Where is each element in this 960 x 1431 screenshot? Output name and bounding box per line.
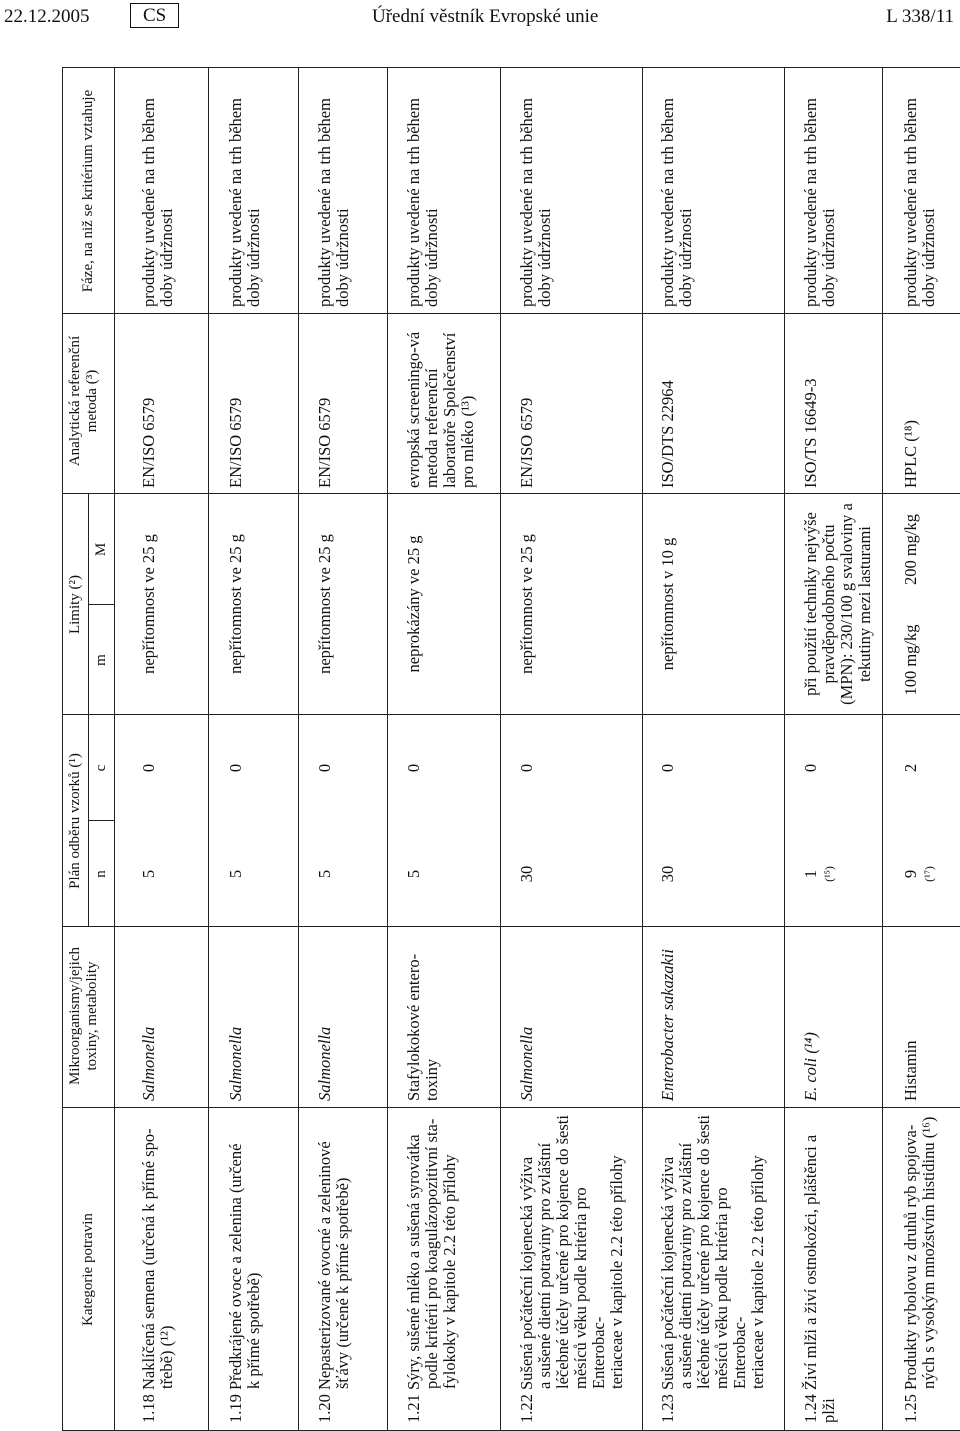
row-number: 1.23 [658,1390,677,1423]
col-header-category: Kategorie potravin [80,1213,96,1326]
method-cell: evropská screeningo-vá metoda referenční laboratoře Společenství pro mléko (¹³) [404,331,477,488]
category-cell [802,1111,838,1423]
row-number: 1.24 [801,1390,820,1423]
subheader-rule [88,494,89,927]
limit-cell: nepřítomnost ve 25 g [517,534,536,674]
category-text-line: léčebné účely určené pro kojence do šesti [553,1115,572,1389]
microorganism-cell: Salmonella [139,1026,158,1101]
sample-c-cell: 0 [226,763,245,773]
col-rule-stage [62,313,960,314]
method-cell: HPLC (¹⁸) [901,420,920,488]
row-separator [298,68,299,1431]
col-header-method: Analytická referenční metoda (³) [67,335,100,467]
category-text-line: a sušené dietní potraviny pro zvláštní [676,1142,695,1389]
method-cell: EN/ISO 6579 [517,397,536,488]
row-number: 1.20 [315,1390,334,1423]
journal-header [0,0,960,36]
sample-n-cell: 5 [139,869,158,879]
row-separator [882,68,883,1431]
category-text: Sušená počáteční kojenecká výživa [517,1156,536,1390]
category-text: Živí mlži a živí ostnokožci, pláštěnci a plži [801,1134,838,1423]
sample-n-cell: 5 [404,869,423,879]
category-cell [518,1111,626,1423]
limit-cell: nepřítomnost ve 25 g [315,534,334,674]
category-text-line: třebě) (¹²) [157,1325,176,1389]
category-text-line: a sušené dietní potraviny pro zvláštní [535,1142,554,1389]
journal-title: Úřední věstník Evropské unie [372,6,599,27]
limit-cell: neprokázány ve 25 g [404,535,423,673]
category-text: Naklíčená semena (určená k přímé spo- [139,1128,158,1390]
stage-cell: produkty uvedené na trh během doby údržnosti [901,98,938,307]
row-number: 1.25 [901,1390,920,1423]
category-text: Předkrájené ovoce a zelenina (určené [226,1143,245,1390]
row-number: 1.19 [226,1390,245,1423]
sample-n-cell: 9 (¹⁷) [902,821,938,927]
category-text-line: fylokoky v kapitole 2.2 této přílohy [440,1154,459,1389]
col-header-limits: Limity (²) [67,574,83,635]
category-text-line: podle kritérií pro koagulázopozitivní sta- [422,1118,441,1389]
stage-cell: produkty uvedené na trh během doby údržnosti [139,98,176,307]
microorganism-cell: E. coli (¹⁴) [801,1032,820,1101]
category-cell [316,1111,352,1423]
page-reference: L 338/11 [886,6,954,27]
stage-cell: produkty uvedené na trh během doby údržnosti [226,98,263,307]
header-bottom-rule [114,68,115,1431]
col-rule-micro [62,1107,960,1108]
table-right-rule [62,67,960,68]
category-text: Sýry, sušené mléko a sušená syrovátka [404,1134,423,1390]
sample-c-cell: 0 [801,763,820,773]
method-cell: EN/ISO 6579 [139,397,158,488]
stage-cell: produkty uvedené na trh během doby údržnosti [404,98,441,307]
category-text: Nepasterizované ovocné a zeleninové [315,1141,334,1390]
row-number: 1.21 [404,1390,423,1423]
col-rule-limits [62,714,960,715]
stage-cell: produkty uvedené na trh během doby údržnosti [801,98,838,307]
category-cell [227,1111,263,1423]
sample-n-cell: 30 [517,865,536,883]
limit-cell: při použití techniky nejvýše pravděpodobného počtu (MPN): 230/100 g svaloviny a tekutiny mezi lasturami [801,503,874,705]
category-cell [902,1111,938,1423]
row-separator [642,68,643,1431]
sample-c-cell: 0 [404,763,423,773]
row-separator [208,68,209,1431]
publication-date: 22.12.2005 [4,6,90,27]
category-cell [405,1111,459,1423]
microorganism-cell: Histamin [901,1040,920,1101]
col-rule-method [62,493,960,494]
sample-n-cell: 1 (¹⁵) [802,821,838,927]
category-text: Sušená počáteční kojenecká výživa [658,1156,677,1390]
category-text-line: měsíců věku podle kritéria pro Enterobac- [571,1187,608,1389]
col-header-micro: Mikroorganismy/jejich toxiny, metabolity [67,946,100,1086]
row-separator [500,68,501,1431]
category-text-line: teriaceae v kapitole 2.2 této přílohy [748,1155,767,1389]
category-text: Produkty rybolovu z druhů ryb spojova- [901,1124,920,1390]
stage-cell: produkty uvedené na trh během doby údržnosti [315,98,352,307]
sample-n-cell: 5 [315,869,334,879]
category-text-line: měsíců věku podle kritéria pro Enterobac- [712,1187,749,1389]
col-header-plan: Plán odběru vzorků (¹) [67,753,83,889]
limit-m-cell: 100 mg/kg [901,624,920,696]
sample-n-footnote: (¹⁷) [922,866,936,882]
method-cell: ISO/TS 16649-3 [801,378,820,488]
row-separator [387,68,388,1431]
microorganism-cell: Enterobacter sakazakii [658,949,677,1101]
col-header-M: M [93,542,109,557]
sample-c-cell: 0 [315,763,334,773]
row-number: 1.18 [139,1390,158,1423]
microorganism-cell: Stafylokokové entero- toxiny [404,953,441,1101]
col-header-c: c [93,764,109,772]
category-text-line: ných s vysokým množstvím histidinu (¹⁶) [919,1116,938,1389]
sample-c-cell: 2 [901,763,920,773]
stage-cell: produkty uvedené na trh během doby údržnosti [658,98,695,307]
microorganism-cell: Salmonella [517,1026,536,1101]
col-header-stage: Fáze, na niž se kritérium vztahuje [80,89,96,293]
limit-cell: nepřítomnost v 10 g [658,537,677,671]
stage-cell: produkty uvedené na trh během doby údržnosti [517,98,554,307]
category-cell [140,1111,176,1423]
category-text-line: léčebné účely určené pro kojence do šesti [694,1115,713,1389]
method-cell: ISO/DTS 22964 [658,380,677,488]
limit-cell: nepřítomnost ve 25 g [139,534,158,674]
method-cell: EN/ISO 6579 [226,397,245,488]
sample-c-cell: 0 [139,763,158,773]
limit-cell: nepřítomnost ve 25 g [226,534,245,674]
col-header-n: n [93,870,109,878]
category-text-line: k přímé spotřebě) [244,1272,263,1389]
table-top-rule [62,68,63,1431]
sample-n-cell: 30 [658,865,677,883]
sample-n-footnote: (¹⁵) [822,866,836,882]
category-text-line: teriaceae v kapitole 2.2 této přílohy [607,1155,626,1389]
col-header-m: m [93,654,109,666]
sample-c-cell: 0 [517,763,536,773]
sample-c-cell: 0 [658,763,677,773]
category-text-line: šťávy (určené k přímé spotřebě) [333,1177,352,1389]
row-number: 1.22 [517,1390,536,1423]
row-separator [784,68,785,1431]
language-code: CS [130,3,179,28]
method-cell: EN/ISO 6579 [315,397,334,488]
sample-n-cell: 5 [226,869,245,879]
microorganism-cell: Salmonella [226,1026,245,1101]
category-cell [659,1111,767,1423]
limit-M-cell: 200 mg/kg [901,513,920,586]
microorganism-cell: Salmonella [315,1026,334,1101]
criteria-table [62,68,960,1431]
